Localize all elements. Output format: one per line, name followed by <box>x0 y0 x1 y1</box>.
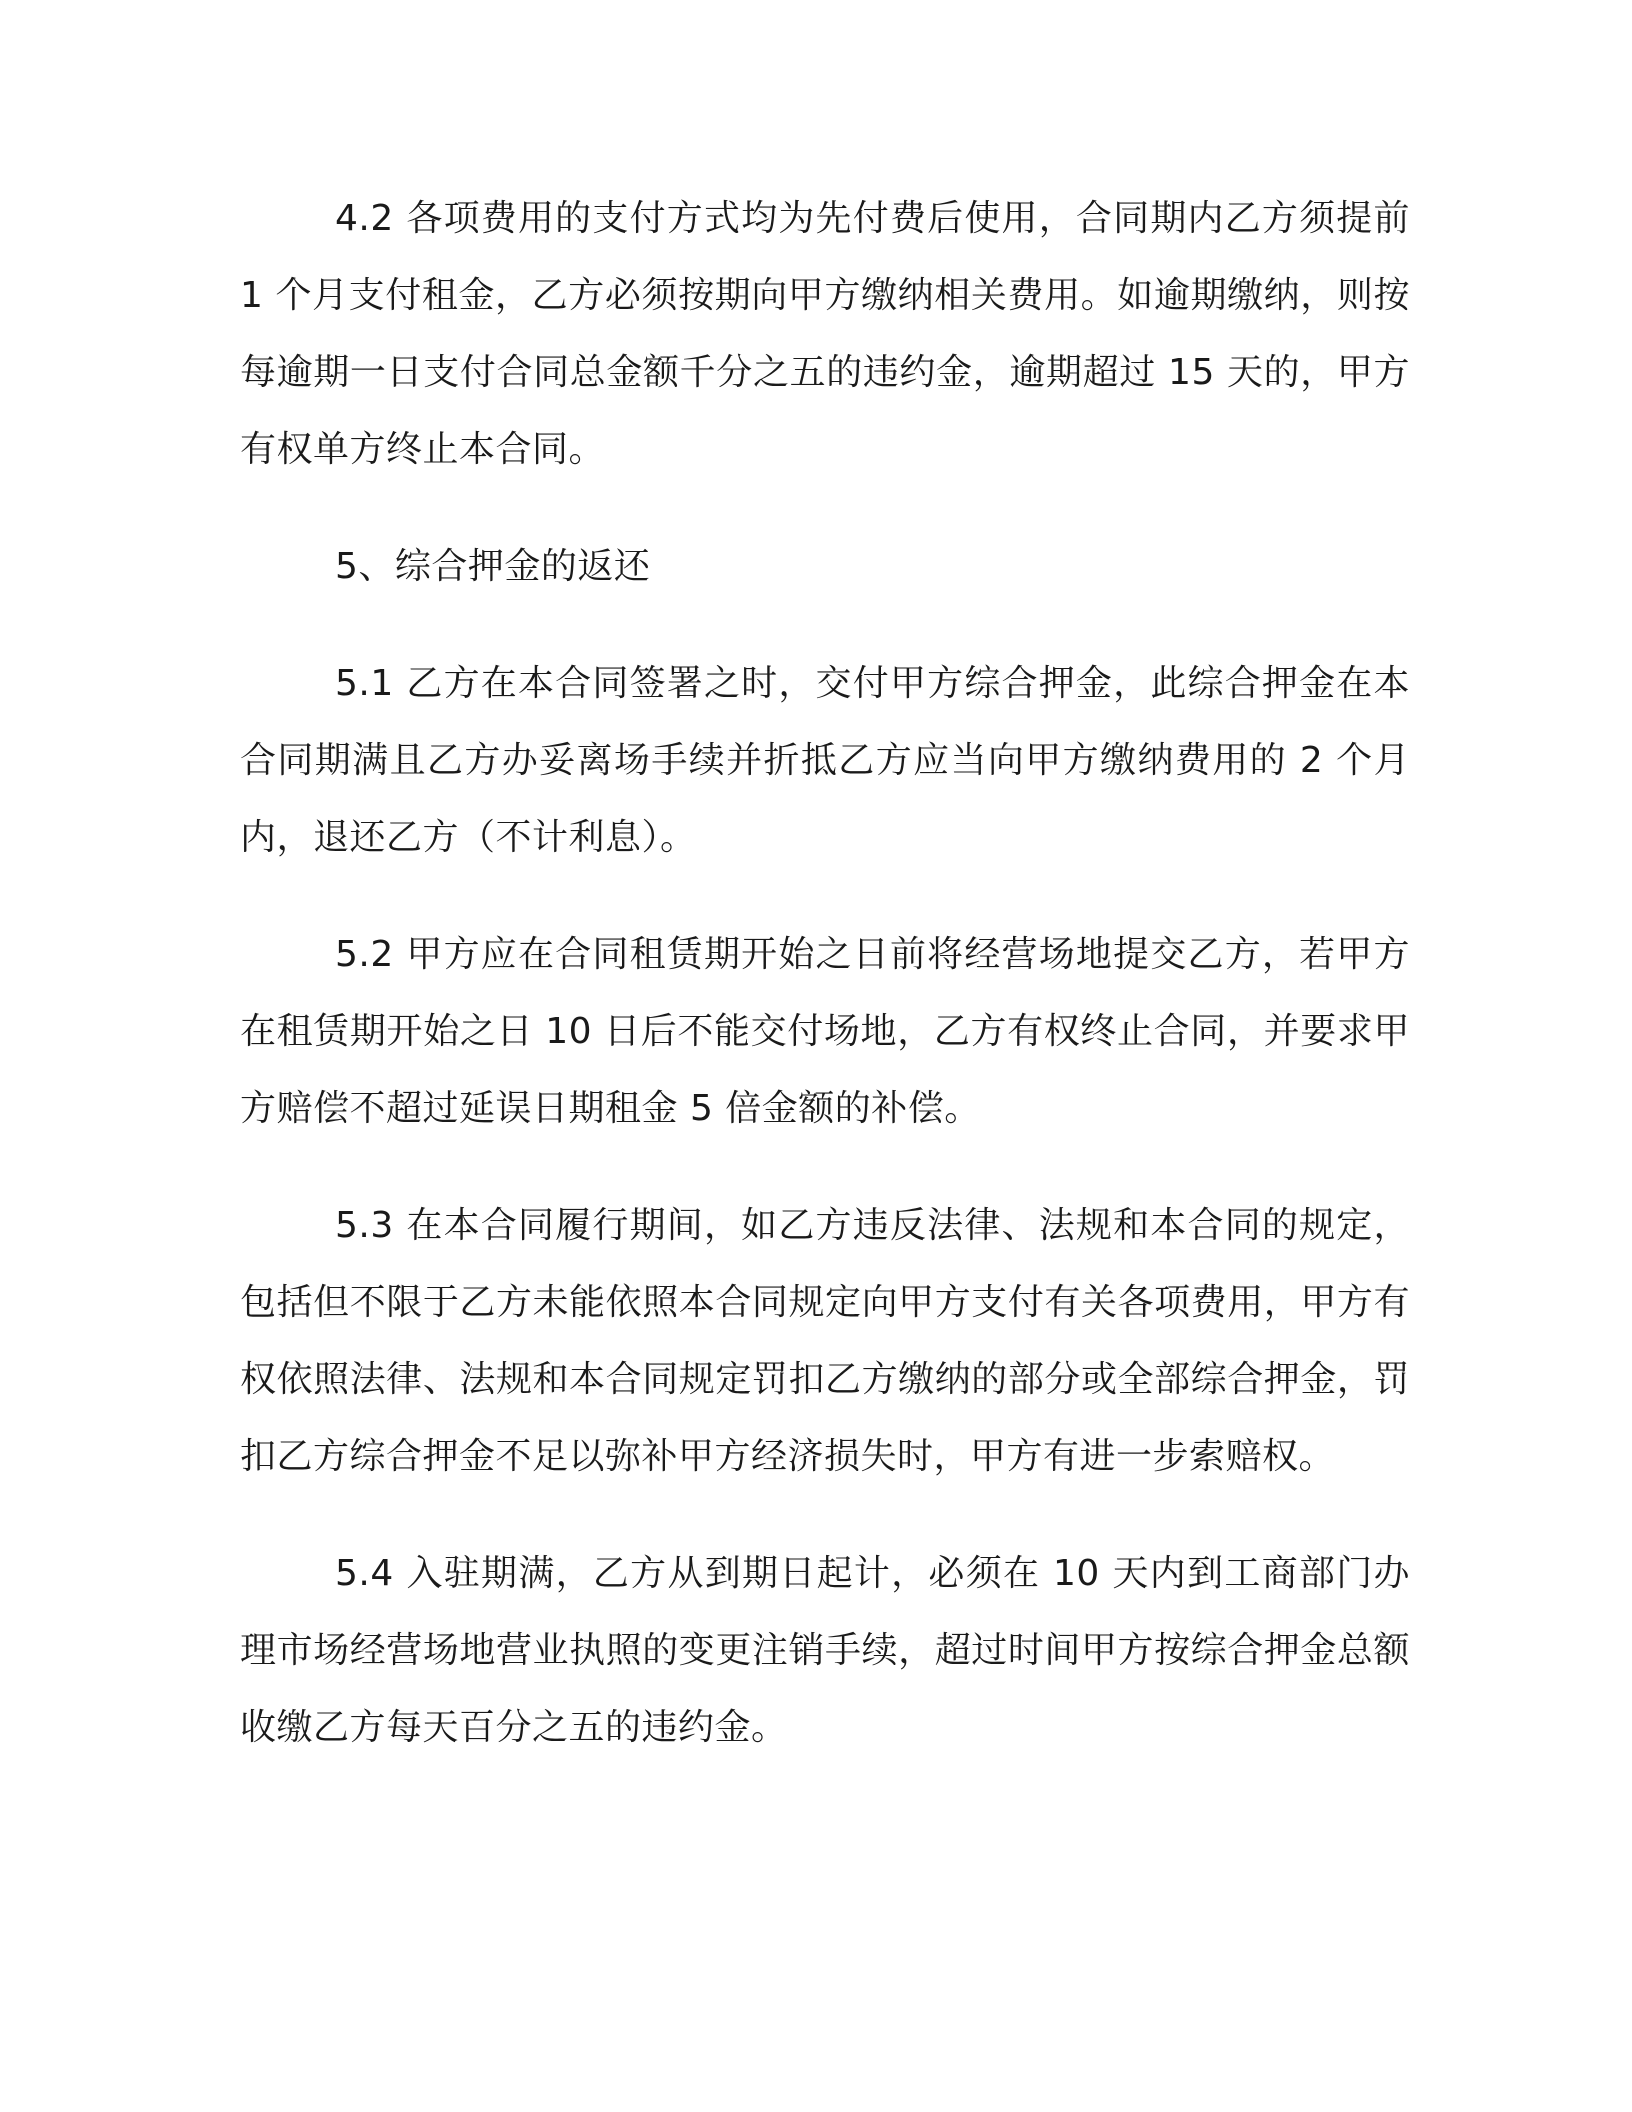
clause-5-3: 5.3 在本合同履行期间，如乙方违反法律、法规和本合同的规定，包括但不限于乙方未能依照本合同规定向甲方支付有关各项费用，甲方有权依照法律、法规和本合同规定罚扣乙方缴纳的部分或全部综合押金，罚扣乙方综合押金不足以弥补甲方经济损失时，甲方有进一步索赔权。 <box>240 1205 1410 1477</box>
document-body <box>240 180 1410 1806</box>
clause-5-1: 5.1 乙方在本合同签署之时，交付甲方综合押金，此综合押金在本合同期满且乙方办妥离场手续并折抵乙方应当向甲方缴纳费用的 2 个月内，退还乙方（不计利息）。 <box>240 663 1410 858</box>
clause-4-2: 4.2 各项费用的支付方式均为先付费后使用，合同期内乙方须提前 1 个月支付租金，乙方必须按期向甲方缴纳相关费用。如逾期缴纳，则按每逾期一日支付合同总金额千分之五的违约金，逾期超过 15 天的，甲方有权单方终止本合同。 <box>240 198 1410 470</box>
section-5-heading: 5、综合押金的返还 <box>335 546 651 587</box>
clause-5-2: 5.2 甲方应在合同租赁期开始之日前将经营场地提交乙方，若甲方在租赁期开始之日 10 日后不能交付场地，乙方有权终止合同，并要求甲方赔偿不超过延误日期租金 5 倍金额的补偿。 <box>240 934 1410 1129</box>
clause-5-4: 5.4 入驻期满，乙方从到期日起计，必须在 10 天内到工商部门办理市场经营场地营业执照的变更注销手续，超过时间甲方按综合押金总额收缴乙方每天百分之五的违约金。 <box>240 1553 1410 1748</box>
